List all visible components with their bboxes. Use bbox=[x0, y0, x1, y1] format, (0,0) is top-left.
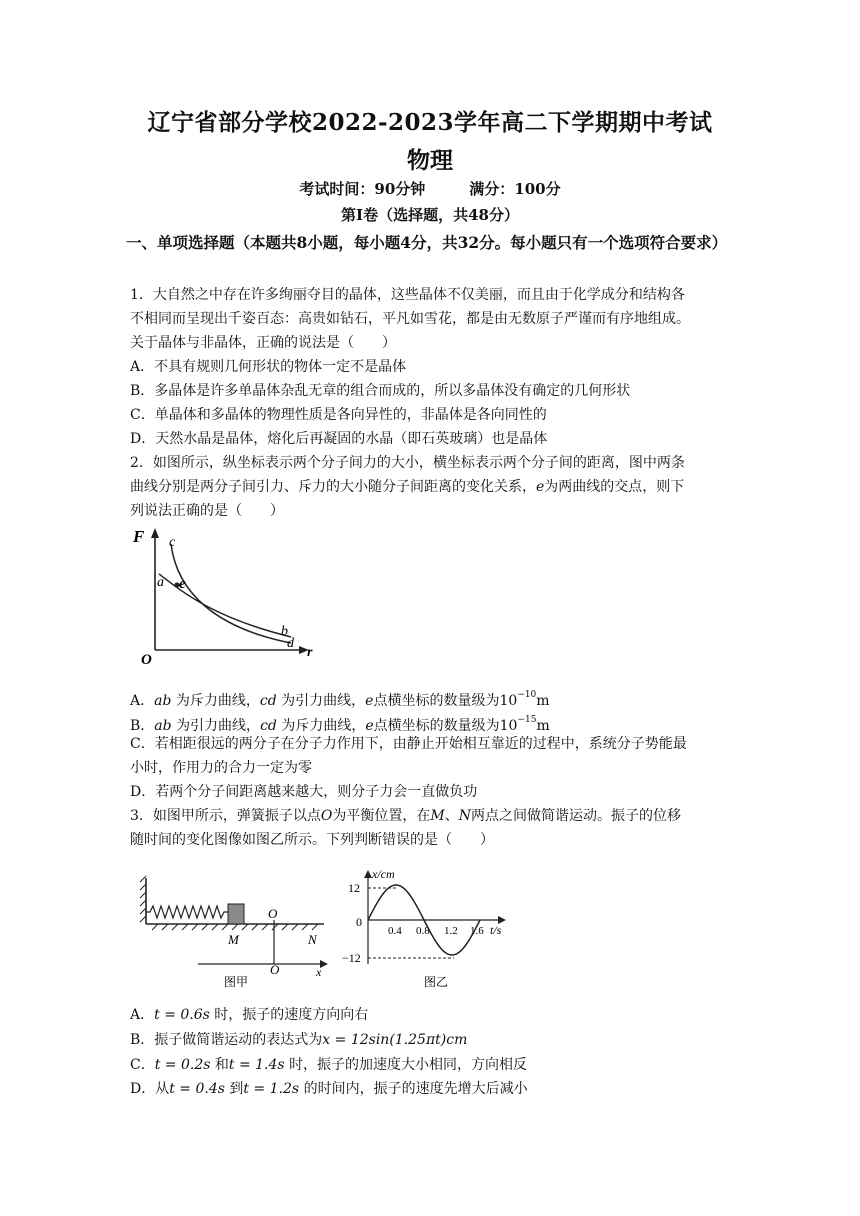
q3-stem-line1: 3．如图甲所示，弹簧振子以点O为平衡位置，在M、N两点之间做简谐运动。振子的位移 bbox=[130, 808, 681, 824]
q3-option-c: C．t = 0.2s 和t = 1.4s 时，振子的加速度大小相同，方向相反 bbox=[130, 1057, 528, 1073]
t-label: t/s bbox=[490, 923, 502, 937]
label-m: M bbox=[228, 932, 239, 947]
label-o-top: O bbox=[268, 906, 278, 921]
label-c: c bbox=[169, 535, 176, 550]
q3-option-d: D．从t = 0.4s 到t = 1.2s 的时间内，振子的速度先增大后减小 bbox=[130, 1081, 528, 1097]
caption-jia: 图甲 bbox=[224, 975, 249, 989]
f-axis-arrow bbox=[151, 528, 159, 538]
floor-hatching bbox=[152, 924, 318, 930]
label-f: F bbox=[133, 527, 145, 546]
q2-option-d: D．若两个分子间距离越来越大，则分子力会一直做负功 bbox=[130, 784, 478, 800]
q2-stem-line2: 曲线分别是两分子间引力、斥力的大小随分子间距离的变化关系，e为两曲线的交点，则下 bbox=[130, 479, 685, 495]
q2-option-c-line1: C．若相距很远的两分子在分子力作用下，由静止开始相互靠近的过程中，系统分子势能最 bbox=[130, 736, 687, 752]
t-tick-0.4: 0.4 bbox=[388, 925, 402, 937]
q2-option-c-line2: 小时，作用力的合力一定为零 bbox=[130, 760, 312, 776]
wall-hatching bbox=[140, 876, 146, 922]
exam-subject: 物理 bbox=[407, 147, 453, 174]
q2-stem-line1: 2．如图所示，纵坐标表示两个分子间力的大小，横坐标表示两个分子间的距离，图中两条 bbox=[130, 455, 685, 471]
caption-yi: 图乙 bbox=[424, 975, 449, 989]
label-o-bottom: O bbox=[270, 962, 280, 977]
force-distance-graph bbox=[125, 522, 325, 672]
label-x: x bbox=[316, 965, 322, 979]
q1-option-d: D．天然水晶是晶体，熔化后再凝固的水晶（即石英玻璃）也是晶体 bbox=[130, 431, 548, 447]
oscillator-block bbox=[228, 904, 244, 924]
y-tick-zero: 0 bbox=[356, 915, 362, 929]
exam-time: 考试时间：90分钟 bbox=[299, 180, 426, 198]
q1-option-c: C．单晶体和多晶体的物理性质是各向异性的，非晶体是各向同性的 bbox=[130, 407, 547, 423]
y-tick-top: 12 bbox=[348, 881, 360, 895]
y-tick-bottom: −12 bbox=[342, 951, 361, 965]
q1-stem-line2: 不相同而呈现出千姿百态：高贵如钻石，平凡如雪花，都是由无数原子严谨而有序地组成。 bbox=[130, 311, 690, 327]
label-r: r bbox=[307, 645, 313, 660]
label-a: a bbox=[157, 575, 164, 590]
q1-option-a: A．不具有规则几何形状的物体一定不是晶体 bbox=[130, 359, 407, 375]
y-axis-arrow bbox=[364, 870, 372, 878]
q1-stem-line3: 关于晶体与非晶体，正确的说法是（ ） bbox=[130, 335, 396, 351]
volume-heading: 第Ⅰ卷（选择题，共48分） bbox=[341, 206, 519, 224]
figure-yi-displacement-graph bbox=[340, 868, 520, 994]
t-tick-1.2: 1.2 bbox=[444, 925, 458, 937]
t-tick-1.6: 1.6 bbox=[470, 925, 484, 937]
q3-option-b: B．振子做简谐运动的表达式为x = 12sin(1.25πt)cm bbox=[130, 1032, 468, 1048]
q2-stem-line3: 列说法正确的是（ ） bbox=[130, 503, 284, 519]
q3-option-a: A．t = 0.6s 时，振子的速度方向向右 bbox=[130, 1007, 369, 1023]
q2-option-a: A．ab 为斥力曲线，cd 为引力曲线，e点横坐标的数量级为$10^{-10}m$ bbox=[130, 690, 550, 709]
exam-meta bbox=[0, 178, 860, 199]
label-b: b bbox=[281, 624, 288, 639]
full-score: 满分：100分 bbox=[469, 180, 561, 198]
figure-jia-spring-oscillator bbox=[138, 872, 338, 992]
spring bbox=[146, 906, 228, 918]
label-o: O bbox=[141, 652, 152, 668]
label-n: N bbox=[308, 932, 317, 947]
q1-stem-line1: 1．大自然之中存在许多绚丽夺目的晶体，这些晶体不仅美丽，而且由于化学成分和结构各 bbox=[130, 287, 685, 303]
label-e: e bbox=[179, 576, 186, 592]
q2-option-b: B．ab 为引力曲线，cd 为斥力曲线，e点横坐标的数量级为$10^{-15}m$ bbox=[130, 715, 550, 734]
q3-stem-line2: 随时间的变化图像如图乙所示。下列判断错误的是（ ） bbox=[130, 832, 494, 848]
q1-option-b: B．多晶体是许多单晶体杂乱无章的组合而成的，所以多晶体没有确定的几何形状 bbox=[130, 383, 631, 399]
t-tick-0.8: 0.8 bbox=[416, 925, 430, 937]
label-d: d bbox=[287, 636, 294, 651]
exam-title: 辽宁省部分学校2022-2023学年高二下学期期中考试 bbox=[147, 109, 713, 136]
curve-cd bbox=[171, 544, 291, 643]
y-label: x/cm bbox=[372, 868, 395, 881]
section-heading: 一、单项选择题（本题共8小题，每小题4分，共32分。每小题只有一个选项符合要求） bbox=[126, 233, 728, 252]
